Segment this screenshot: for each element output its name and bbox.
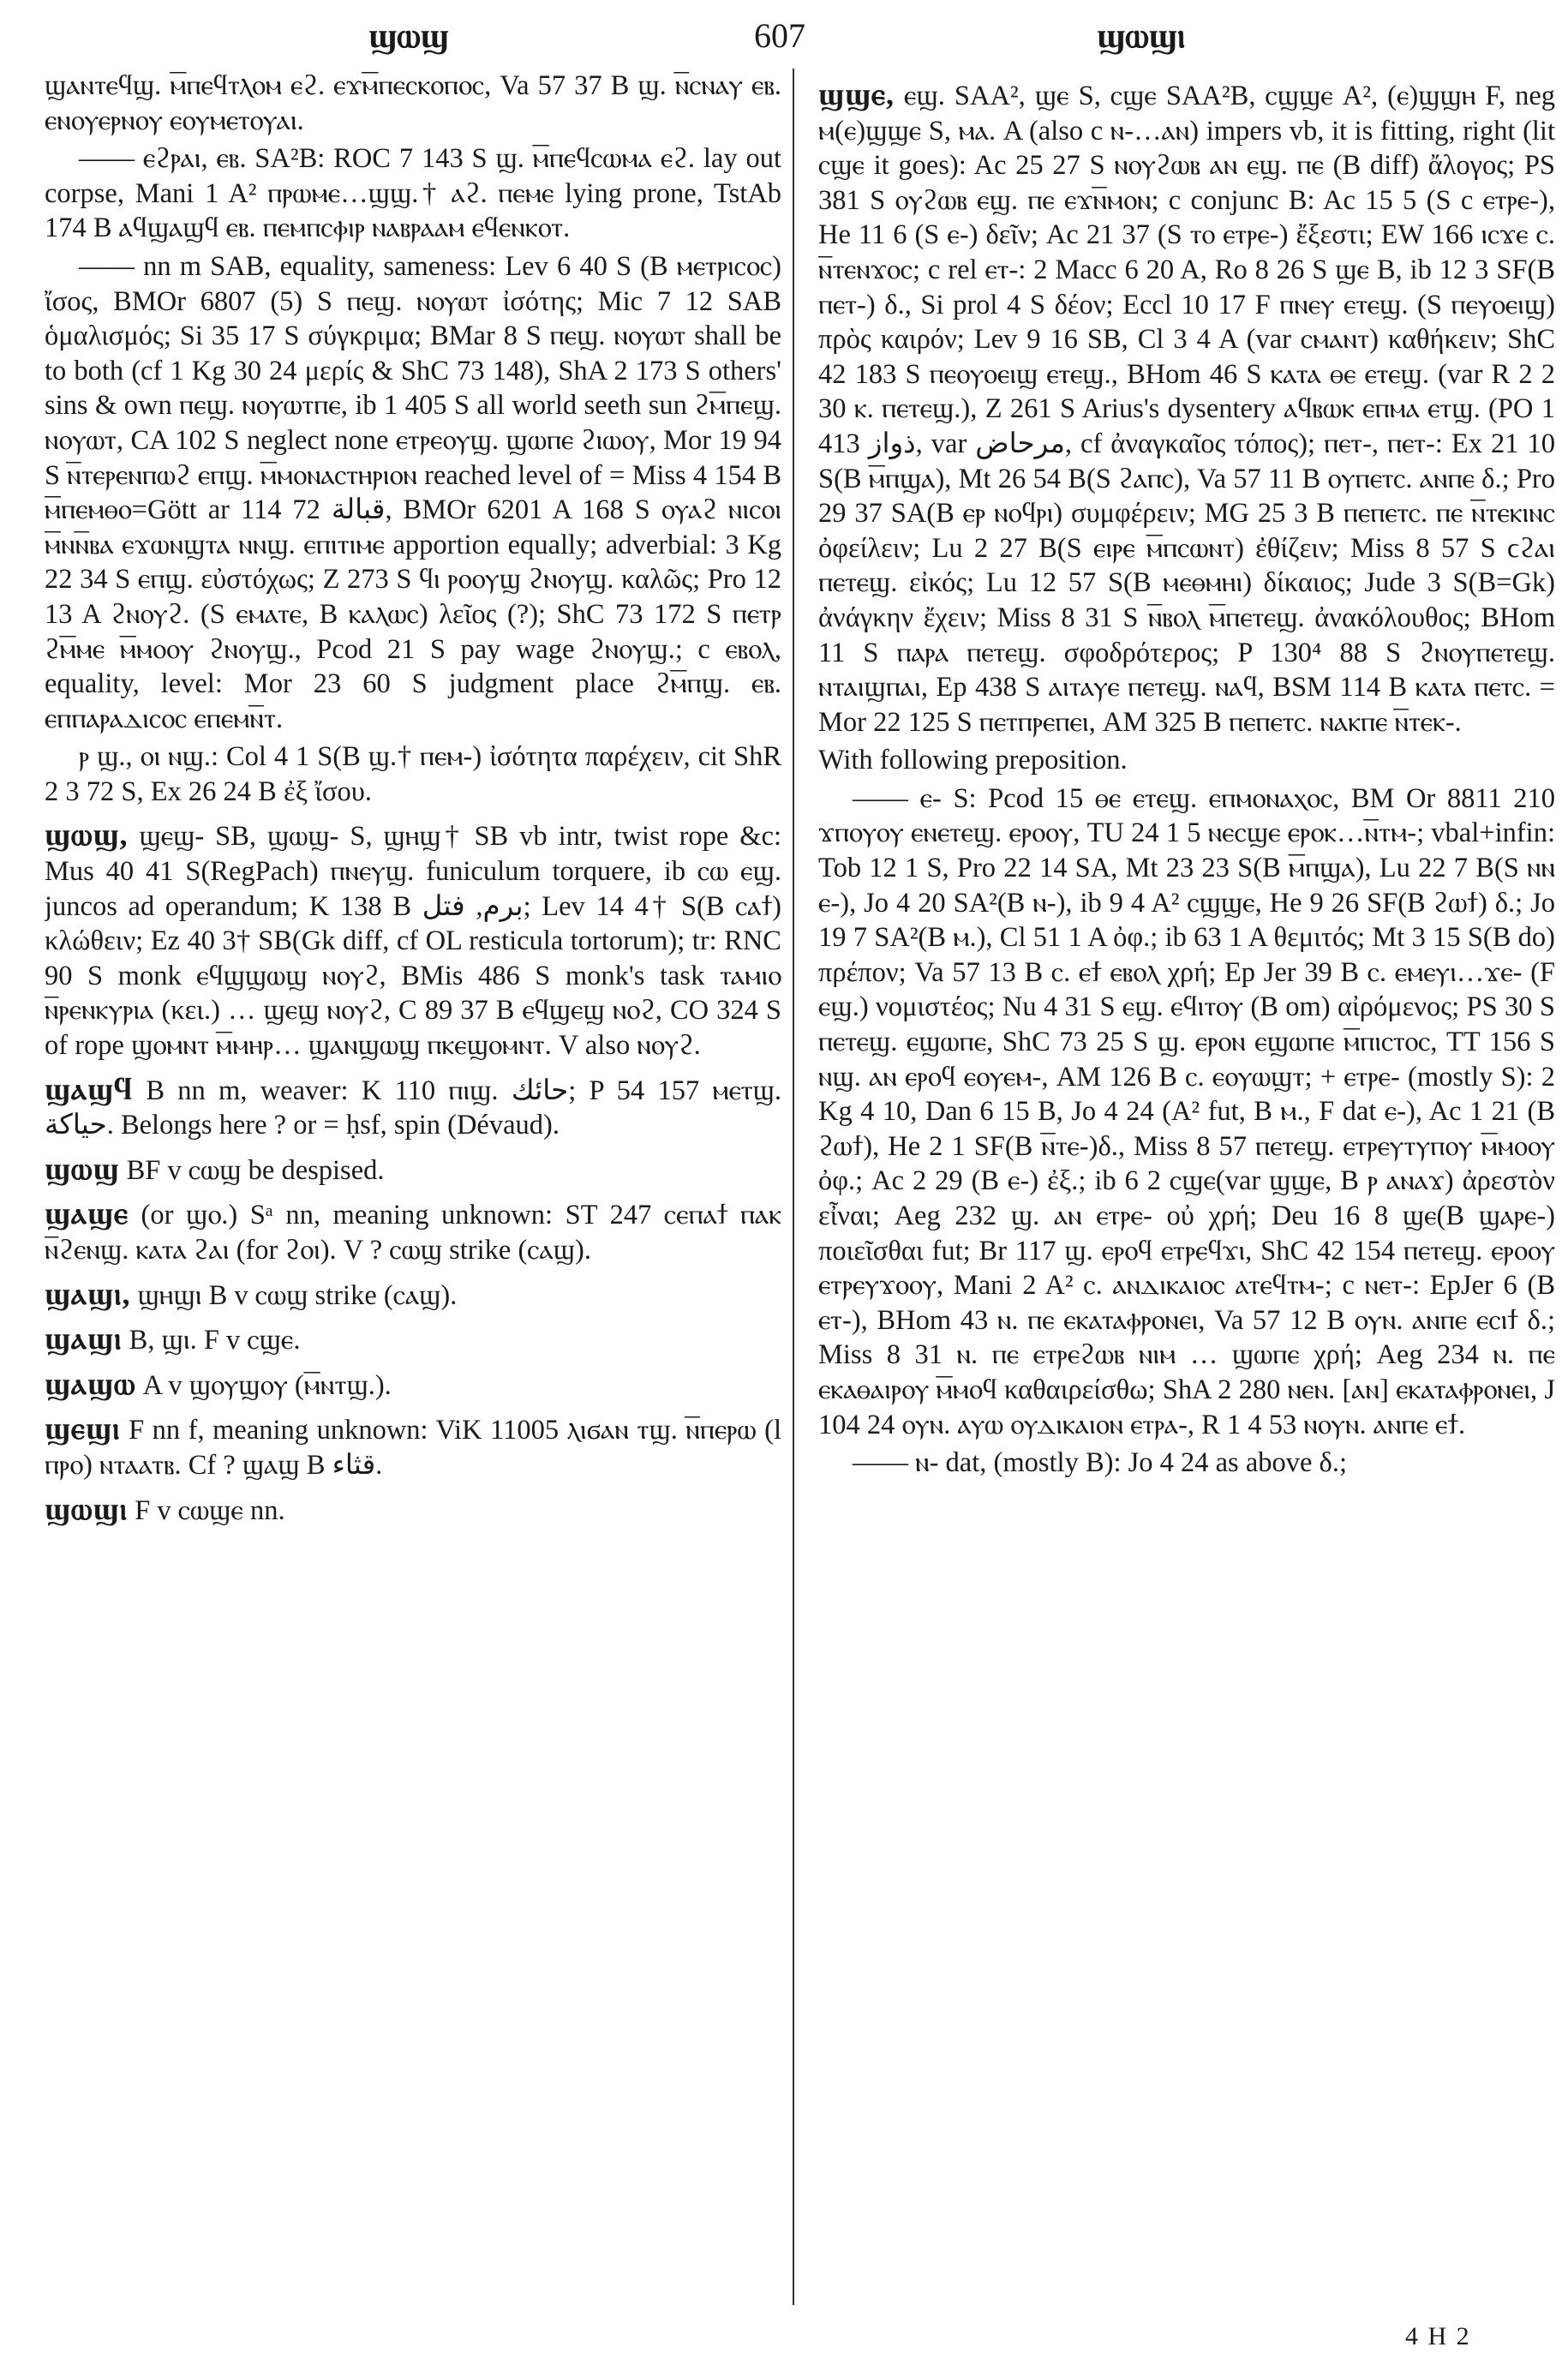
entry-headword: ϣⲉϣⲓ bbox=[45, 1411, 121, 1446]
dictionary-entry bbox=[45, 1072, 781, 1143]
entry-headword: ϣⲱϣ, bbox=[45, 817, 129, 853]
entry-text: A v ϣⲟⲩϣⲟⲩ (ⲙ̅ⲛⲧϣ.). bbox=[142, 1369, 392, 1401]
dictionary-entry bbox=[45, 1152, 781, 1188]
running-head-left: ϣⲱϣ bbox=[368, 16, 449, 55]
entry-headword: ϣⲱϣ bbox=[45, 1151, 120, 1186]
entry-text: ⲣ ϣ., ⲟⲓ ⲛϣ.: Col 4 1 S(B ϣ.† ⲡⲉⲙ-) ἰσότητα παρέχειν, cit ShR 2 3 72 S, Ex 26 24 B ἐξ ἴσου. bbox=[45, 741, 781, 807]
dictionary-entry bbox=[45, 1367, 781, 1404]
dictionary-entry bbox=[45, 1411, 781, 1482]
right-column bbox=[818, 69, 1555, 2331]
page-number: 607 bbox=[754, 16, 805, 55]
entry-paragraph bbox=[818, 743, 1555, 778]
entry-text: ϣⲉϣ- SB, ϣⲱϣ- S, ϣⲏϣ† SB vb intr, twist rope &c: Mus 40 41 S(RegPach) ⲡⲛⲉⲩϣ. funiculum torquere, ib ⲥⲱ ⲉϣ. juncos ad operandum; K 138 B برم, فتل; Lev 14 4† S(B ⲥⲁϯ) κλώθειν; Ez 40 3† SB(Gk diff, cf OL resticula tortorum); tr: RNC 90 S monk ⲉϥϣϣⲱϣ ⲛⲟⲩϩ, BMis 486 S monk's task ⲧⲁⲙⲓⲟ ⲛ̅ⲣⲉⲛⲕⲩⲣⲓⲁ (κει.) … ϣⲉϣ ⲛⲟⲩϩ, C 89 37 B ⲉϥϣⲉϣ ⲛⲟϩ, CO 324 S of rope ϣⲟⲙⲛⲧ ⲙ̅ⲙⲏⲣ… ϣⲁⲛϣⲱϣ ⲡⲕⲉϣⲟⲙⲛⲧ. V also ⲛⲟⲩϩ. bbox=[45, 821, 781, 1062]
entry-headword: ϣϣⲉ, bbox=[818, 77, 895, 111]
entry-text: F v ⲥⲱϣⲉ nn. bbox=[135, 1494, 285, 1526]
signature-mark: 4 H 2 bbox=[1405, 2322, 1471, 2350]
entry-text: F nn f, meaning unknown: ViK 11005 ⲗⲓϭⲁⲛ ⲧϣ. ⲛ̅ⲡⲉⲣⲱ (l ⲡⲣⲟ) ⲛⲧⲁⲁⲧⲃ. Cf ? ϣⲁϣ B قثاء. bbox=[45, 1415, 781, 1481]
page-header bbox=[0, 15, 1568, 75]
entry-text: (or ϣⲟ.) Sᵃ nn, meaning unknown: ST 247 ⲥⲉⲡⲁϯ ⲡⲁⲕ ⲛ̅ϩⲉⲛϣ. ⲕⲁⲧⲁ ϩⲁⲓ (for ϩⲟⲓ). V ? ⲥⲱϣ strike (ⲥⲁϣ). bbox=[45, 1200, 781, 1266]
dictionary-entry bbox=[45, 817, 781, 1063]
entry-headword: ϣⲁϣⲉ bbox=[45, 1196, 129, 1231]
dictionary-entry bbox=[45, 1277, 781, 1314]
entry-paragraph bbox=[818, 781, 1555, 1442]
column-divider bbox=[793, 69, 794, 2305]
entry-text: B, ϣⲓ. F v ⲥϣⲉ. bbox=[129, 1325, 301, 1356]
entry-headword: ϣⲁϣⲱ bbox=[45, 1366, 136, 1401]
entry-paragraph bbox=[45, 249, 781, 736]
entry-text: ϣⲁⲛⲧⲉϥϣ. ⲙ̅ⲡⲉϥⲧⲗⲟⲙ ⲉϩ. ⲉϫⲙ̅ⲡⲉⲥⲕⲟⲡⲟⲥ, Va 57 37 B ϣ. ⲛ̅ⲥⲛⲁⲩ ⲉⲃ. ⲉⲛⲟⲩⲉⲣⲛⲟⲩ ⲉⲟⲩⲙⲉⲧⲟⲩⲁⲓ. bbox=[45, 70, 781, 136]
entry-headword: ϣⲁϣⲓ, bbox=[45, 1276, 131, 1311]
entry-text: —— ⲉ- S: Pcod 15 ⲑⲉ ⲉⲧⲉϣ. ⲉⲡⲙⲟⲛⲁⲭⲟⲥ, BM Or 8811 210 ϫⲡⲟⲩⲟⲩ ⲉⲛⲉⲧⲉϣ. ⲉⲣⲟⲟⲩ, TU 24 1 5 ⲛⲉⲥϣⲉ ⲉⲣⲟⲕ…ⲛ̅ⲧⲙ-; vbal+infin: Tob 12 1 S, Pro 22 14 SA, Mt 23 23 S(B ⲙ̅ⲡϣⲁ), Lu 22 7 B(S ⲛⲛ ⲉ-), Jo 4 20 SA²(B ⲛ-), ib 9 4 A² ⲥϣϣⲉ, He 9 26 SF(B ϩⲱϯ) δ.; Jo 19 7 SA²(B ⲙ.), Cl 51 1 A ὀφ.; ib 63 1 A θεμιτός; Mt 3 15 S(B do) πρέπον; Va 57 13 B ⲥ. ⲉϯ ⲉⲃⲟⲗ χρή; Ep Jer 39 B ⲥ. ⲉⲙⲉⲩⲓ…ϫⲉ- (F ⲉϣ.) νομιστέος; Nu 4 31 S ⲉϣ. ⲉϥⲓⲧⲟⲩ (B om) αἰρόμενος; PS 30 S ⲡⲉⲧⲉϣ. ⲉϣⲱⲡⲉ, ShC 73 25 S ϣ. ⲉⲣⲟⲛ ⲉϣⲱⲡⲉ ⲙ̅ⲡⲓⲥⲧⲟⲥ, TT 156 S ⲛϣ. ⲁⲛ ⲉⲣⲟϥ ⲉⲟⲩⲉⲙ-, AM 126 B ⲥ. ⲉⲟⲩⲱϣⲧ; + ⲉⲧⲣⲉ- (mostly S): 2 Kg 4 10, Dan 6 15 B, Jo 4 24 (A² fut, B ⲙ., F dat ⲉ-), Ac 1 21 (B ϩⲱϯ), He 2 1 SF(B ⲛ̅ⲧⲉ-)δ., Miss 8 57 ⲡⲉⲧⲉϣ. ⲉⲧⲣⲉⲩⲧⲩⲡⲟⲩ ⲙ̅ⲙⲟⲟⲩ ὀφ.; Ac 2 29 (B ⲉ-) ἐξ.; ib 6 2 ⲥϣⲉ(var ϣϣⲉ, B ⲣ ⲁⲛⲁϫ) ἀρεστὸν εἶναι; Aeg 232 ϣ. ⲁⲛ ⲉⲧⲣⲉ- οὐ χρή; Deu 16 8 ϣⲉ(B ϣⲁⲣⲉ-) ποιεῖσθαι fut; Br 117 ϣ. ⲉⲣⲟϥ ⲉⲧⲣⲉϥϫⲓ, ShC 42 154 ⲡⲉⲧⲉϣ. ⲉⲣⲟⲟⲩ ⲉⲧⲣⲉⲩϫⲟⲟⲩ, Mani 2 A² ⲥ. ⲁⲛⲇⲓⲕⲁⲓⲟⲥ ⲁⲧⲉϥⲧⲙ-; c ⲛⲉⲧ-: EpJer 6 (B ⲉⲧ-), BHom 43 ⲛ. ⲡⲉ ⲉⲕⲁⲧⲁⲫⲣⲟⲛⲉⲓ, Va 57 12 B ⲟⲩⲛ. ⲁⲛⲡⲉ ⲉⲥⲓϯ δ.; Miss 8 31 ⲛ. ⲡⲉ ⲉⲧⲣⲉϩⲱⲃ ⲛⲓⲙ … ϣⲱⲡⲉ χρή; Aeg 234 ⲛ. ⲡⲉ ⲉⲕⲁⲑⲁⲓⲣⲟⲩ ⲙ̅ⲙⲟϥ καθαιρείσθω; ShA 2 280 ⲛⲉⲛ. [ⲁⲛ] ⲉⲕⲁⲧⲁⲫⲣⲟⲛⲉⲓ, J 104 24 ⲟⲩⲛ. ⲁⲩⲱ ⲟⲩⲇⲓⲕⲁⲓⲟⲛ ⲉⲧⲣⲁ-, R 1 4 53 ⲛⲟⲩⲛ. ⲁⲛⲡⲉ ⲉϯ. bbox=[818, 782, 1555, 1440]
entry-text: BF v ⲥⲱϣ be despised. bbox=[126, 1154, 385, 1186]
entry-text: With following preposition. bbox=[818, 745, 1128, 776]
entry-text: ⲉϣ. SAA², ϣⲉ S, ⲥϣⲉ SAA²B, ⲥϣϣⲉ A², (ⲉ)ϣϣⲏ F, neg ⲙ(ⲉ)ϣϣⲉ S, ⲙⲁ. A (also c ⲛ-…ⲁⲛ) impers vb, it is fitting, right (lit ⲥϣⲉ it goes): Ac 25 27 S ⲛⲟⲩϩⲱⲃ ⲁⲛ ⲉϣ. ⲡⲉ (B diff) ἄλογος; PS 381 S ⲟⲩϩⲱⲃ ⲉϣ. ⲡⲉ ⲉϫⲛ̅ⲙⲟⲛ; c conjunc B: Ac 15 5 (S c ⲉⲧⲣⲉ-), He 11 6 (S ⲉ-) δεῖν; Ac 21 37 (S ⲧⲟ ⲉⲧⲣⲉ-) ἔξεστι; EW 166 ⲓⲥϫⲉ ⲥ. ⲛ̅ⲧⲉⲛϫⲟⲥ; c rel ⲉⲧ-: 2 Macc 6 20 A, Ro 8 26 S ϣⲉ B, ib 12 3 SF(B ⲡⲉⲧ-) δ., Si prol 4 S δέον; Eccl 10 17 F ⲡⲛⲉⲩ ⲉⲧⲉϣ. (S ⲡⲉⲩⲟⲉⲓϣ) πρὸς καιρόν; Lev 9 16 SB, Cl 3 4 A (var ⲥⲙⲁⲛⲧ) καθήκειν; ShC 42 183 S ⲡⲉⲟⲩⲟⲉⲓϣ ⲉⲧⲉϣ., BHom 46 S ⲕⲁⲧⲁ ⲑⲉ ⲉⲧⲉϣ. (var R 2 2 30 ⲕ. ⲡⲉⲧⲉϣ.), Z 261 S Arius's dysentery ⲁϥⲃⲱⲕ ⲉⲡⲙⲁ ⲉⲧϣ. (PO 1 413 ذواز, var مرحاض, cf ἀναγκαῖος τόπος); ⲡⲉⲧ-, ⲡⲉⲧ-: Ex 21 10 S(B ⲙ̅ⲡϣⲁ), Mt 26 54 B(S ϩⲁⲡⲥ), Va 57 11 B ⲟⲩⲡⲉⲧⲥ. ⲁⲛⲡⲉ δ.; Pro 29 37 SA(B ⲉⲣ ⲛⲟϥⲣⲓ) συμφέρειν; MG 25 3 B ⲡⲉⲡⲉⲧⲥ. ⲡⲉ ⲛ̅ⲧⲉⲕⲓⲛⲥ ὀφείλειν; Lu 2 27 B(S ⲉⲓⲣⲉ ⲙ̅ⲡⲥⲱⲛⲧ) ἐθίζειν; Miss 8 57 S ϲϩⲁⲓ ⲡⲉⲧⲉϣ. εἰκός; Lu 12 57 S(B ⲙⲉⲑⲙⲏⲓ) δίκαιος; Jude 3 S(B=Gk) ἀνάγκην ἔχειν; Miss 8 31 S ⲛ̅ⲃⲟⲗ ⲙ̅ⲡⲉⲧⲉϣ. ἀνακόλουθος; BHom 11 S ⲡⲁⲣⲁ ⲡⲉⲧⲉϣ. σφοδρότερος; P 130⁴ 88 S ϩⲛⲟⲩⲡⲉⲧⲉϣ. ⲛⲧⲁⲓϣⲡⲁⲓ, Ep 438 S ⲁⲓⲧⲁⲩⲉ ⲡⲉⲧⲉϣ. ⲛⲁϥ, BSM 114 B ⲕⲁⲧⲁ ⲡⲉⲧⲥ. = Mor 22 125 S ⲡⲉⲧⲡⲣⲉⲡⲉⲓ, AM 325 B ⲡⲉⲡⲉⲧⲥ. ⲛⲁⲕⲡⲉ ⲛ̅ⲧⲉⲕ-. bbox=[818, 81, 1555, 738]
running-head-right: ϣⲱϣⲓ bbox=[1097, 16, 1186, 55]
entry-text: —— nn m SAB, equality, sameness: Lev 6 40 S (B ⲙⲉⲧⲣⲓⲥⲟⲥ) ἴσος, BMOr 6807 (5) S ⲡⲉϣ. ⲛⲟⲩⲱⲧ ἰσότης; Mic 7 12 SAB ὁμαλισμός; Si 35 17 S σύγκριμα; BMar 8 S ⲡⲉϣ. ⲛⲟⲩⲱⲧ shall be to both (cf 1 Kg 30 24 μερίς & ShC 73 148), ShA 2 173 S others' sins & own ⲡⲉϣ. ⲛⲟⲩⲱⲧⲡⲉ, ib 1 405 S all world seeth sun ϩⲙ̅ⲡⲉϣ. ⲛⲟⲩⲱⲧ, CA 102 S neglect none ⲉⲧⲣⲉⲟⲩϣ. ϣⲱⲡⲉ ϩⲓⲱⲟⲩ, Mor 19 94 S ⲛ̅ⲧⲉⲣⲉⲛⲡⲱϩ ⲉⲡϣ. ⲙ̅ⲙⲟⲛⲁⲥⲧⲏⲣⲓⲟⲛ reached level of = Miss 4 154 B ⲙ̅ⲡⲉⲙⲑⲟ=Gött ar 114 72 قبالة, BMOr 6201 A 168 S ⲟⲩⲁϩ ⲛⲓⲥⲟⲓ ⲙ̅ⲛⲛ̅ⲃⲁ ⲉϫⲱⲛϣⲧⲁ ⲛⲛϣ. ⲉⲡⲓⲧⲓⲙⲉ apportion equally; adverbial: 3 Kg 22 34 S ⲉⲡϣ. εὐστόχως; Z 273 S ϥⲓ ⲣⲟⲟⲩϣ ϩⲛⲟⲩϣ. καλῶς; Pro 12 13 A ϩⲛⲟⲩϩ. (S ⲉⲙⲁⲧⲉ, B ⲕⲁⲗⲱⲥ) λεῖος (?); ShC 73 172 S ⲡⲉⲧⲣ ϩⲙ̅ⲙⲉ ⲙ̅ⲙⲟⲟⲩ ϩⲛⲟⲩϣ., Pcod 21 S pay wage ϩⲛⲟⲩϣ.; c ⲉⲃⲟⲗ, equality, level: Mor 23 60 S judgment place ϩⲙ̅ⲡϣ. ⲉⲃ. ⲉⲡⲡⲁⲣⲁⲇⲓⲥⲟⲥ ⲉⲡⲉⲙⲛ̅ⲧ. bbox=[45, 250, 781, 734]
entry-paragraph bbox=[818, 1446, 1555, 1481]
entry-headword: ϣⲁϣⲓ bbox=[45, 1321, 123, 1356]
dictionary-entry bbox=[818, 77, 1555, 739]
dictionary-entry bbox=[45, 1196, 781, 1267]
entry-text: —— ⲉϩⲣⲁⲓ, ⲉⲃ. SA²B: ROC 7 143 S ϣ. ⲙ̅ⲡⲉϥⲥⲱⲙⲁ ⲉϩ. lay out corpse, Mani 1 A² ⲡⲣⲱⲙⲉ…ϣϣ.† ⲁϩ. ⲡⲉⲙⲉ lying prone, TstAb 174 B ⲁϥϣⲁϣϥ ⲉⲃ. ⲡⲉⲙⲡⲥⲫⲓⲣ ⲛⲁⲃⲣⲁⲁⲙ ⲉϥⲉⲛⲕⲟⲧ. bbox=[45, 143, 781, 244]
entry-headword: ϣⲱϣⲓ bbox=[45, 1491, 129, 1526]
entry-text: ϣⲏϣⲓ B v ⲥⲱϣ strike (ⲥⲁϣ). bbox=[137, 1279, 458, 1311]
entry-text: B nn m, weaver: K 110 ⲡⲓϣ. حائك; P 54 157 ⲙⲉⲧϣ. حياكة. Belongs here ? or = ḥsf, spin (Dévaud). bbox=[45, 1075, 781, 1141]
entry-headword: ϣⲁϣϥ bbox=[45, 1071, 134, 1106]
entry-paragraph bbox=[45, 69, 781, 138]
entry-text: —— ⲛ- dat, (mostly B): Jo 4 24 as above δ.; bbox=[853, 1447, 1348, 1479]
dictionary-entry bbox=[45, 1321, 781, 1358]
entry-paragraph bbox=[45, 141, 781, 246]
entry-paragraph bbox=[45, 739, 781, 809]
dictionary-entry bbox=[45, 1492, 781, 1529]
left-column bbox=[45, 69, 781, 2331]
